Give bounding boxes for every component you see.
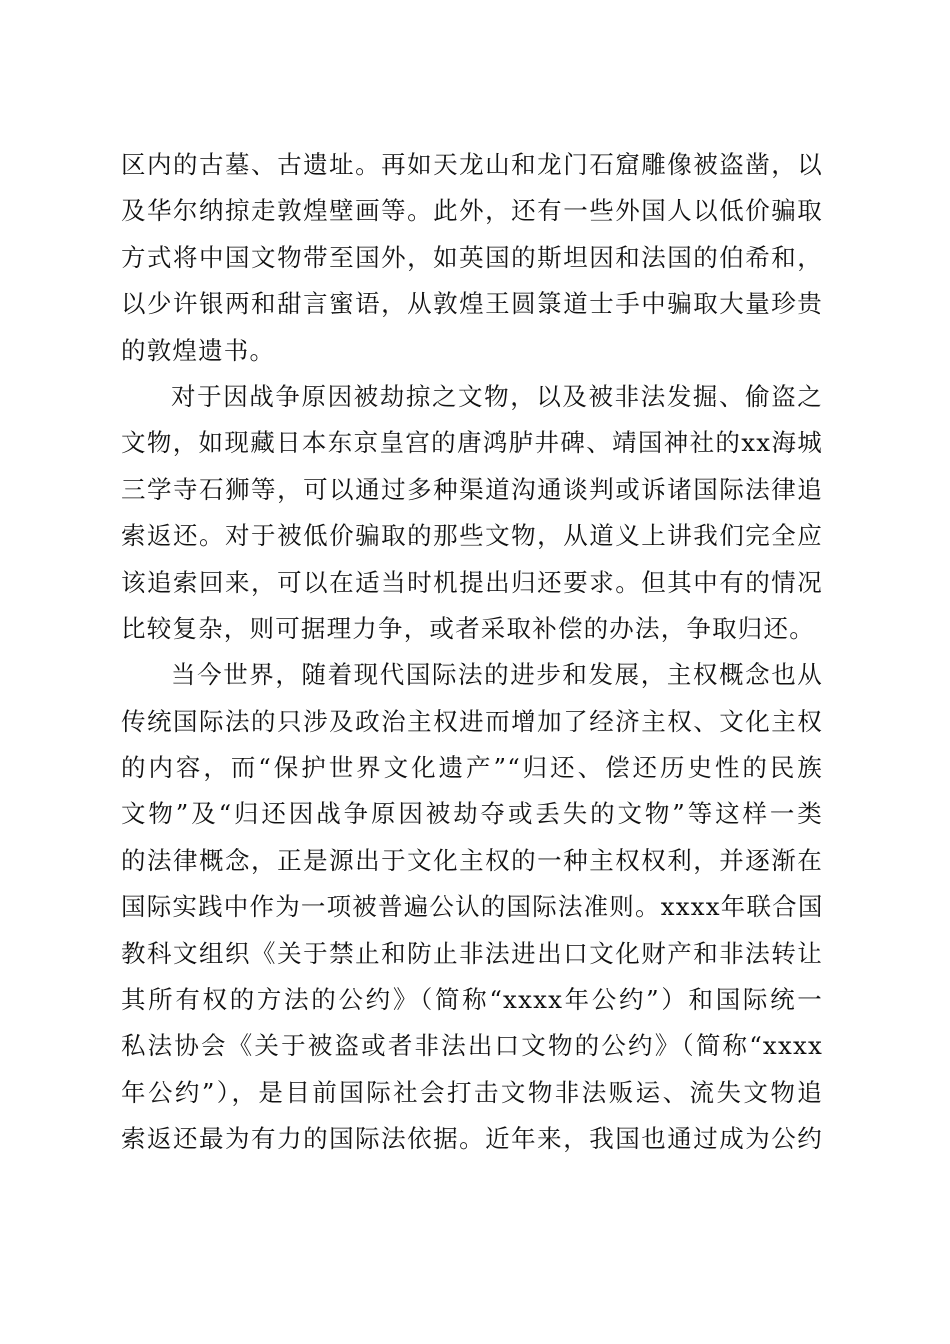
- text-line: 三学寺石狮等，可以通过多种渠道沟通谈判或诉诸国际法律追: [121, 474, 823, 504]
- text-line: 传统国际法的只涉及政治主权进而增加了经济主权、文化主权: [121, 706, 823, 736]
- text-line: 其所有权的方法的公约》（简称“xxxx年公约”）和国际统一: [121, 985, 823, 1015]
- text-line: 私法协会《关于被盗或者非法出口文物的公约》（简称“xxxx: [121, 1031, 823, 1061]
- text-line: 以少许银两和甜言蜜语，从敦煌王圆箓道士手中骗取大量珍贵: [121, 289, 823, 319]
- text-line: 的法律概念，正是源出于文化主权的一种主权权利，并逐渐在: [121, 845, 823, 875]
- text-line: 教科文组织《关于禁止和防止非法进出口文化财产和非法转让: [121, 938, 823, 968]
- text-line: 区内的古墓、古遗址。再如天龙山和龙门石窟雕像被盗凿，以: [121, 150, 823, 179]
- text-line: 年公约”），是目前国际社会打击文物非法贩运、流失文物追: [121, 1077, 823, 1107]
- paragraph-2: [121, 374, 823, 652]
- text-line: 文物”及“归还因战争原因被劫夺或丢失的文物”等这样一类: [121, 799, 823, 829]
- text-line: 该追索回来，可以在适当时机提出归还要求。但其中有的情况: [121, 567, 823, 597]
- text-line: 国际实践中作为一项被普遍公认的国际法准则。xxxx年联合国: [121, 892, 824, 922]
- text-line: 文物，如现藏日本东京皇宫的唐鸿胪井碑、靖国神社的xx海城: [121, 428, 823, 458]
- body-text: [121, 142, 823, 1163]
- paragraph-3: [121, 652, 823, 1162]
- text-line: 比较复杂，则可据理力争，或者采取补偿的办法，争取归还。: [121, 613, 815, 643]
- text-line: 当今世界，随着现代国际法的进步和发展，主权概念也从: [171, 660, 823, 690]
- text-line: 索返还最为有力的国际法依据。近年来，我国也通过成为公约: [121, 1124, 823, 1154]
- text-line: 对于因战争原因被劫掠之文物，以及被非法发掘、偷盗之: [171, 381, 823, 411]
- text-line: 的敦煌遗书。: [121, 335, 276, 365]
- text-line: 及华尔纳掠走敦煌壁画等。此外，还有一些外国人以低价骗取: [121, 196, 823, 226]
- text-line: 索返还。对于被低价骗取的那些文物，从道义上讲我们完全应: [121, 521, 823, 551]
- text-line: 方式将中国文物带至国外，如英国的斯坦因和法国的伯希和，: [121, 242, 823, 272]
- text-line: 的内容，而“保护世界文化遗产”“归还、偿还历史性的民族: [121, 753, 823, 783]
- paragraph-1: [121, 142, 823, 374]
